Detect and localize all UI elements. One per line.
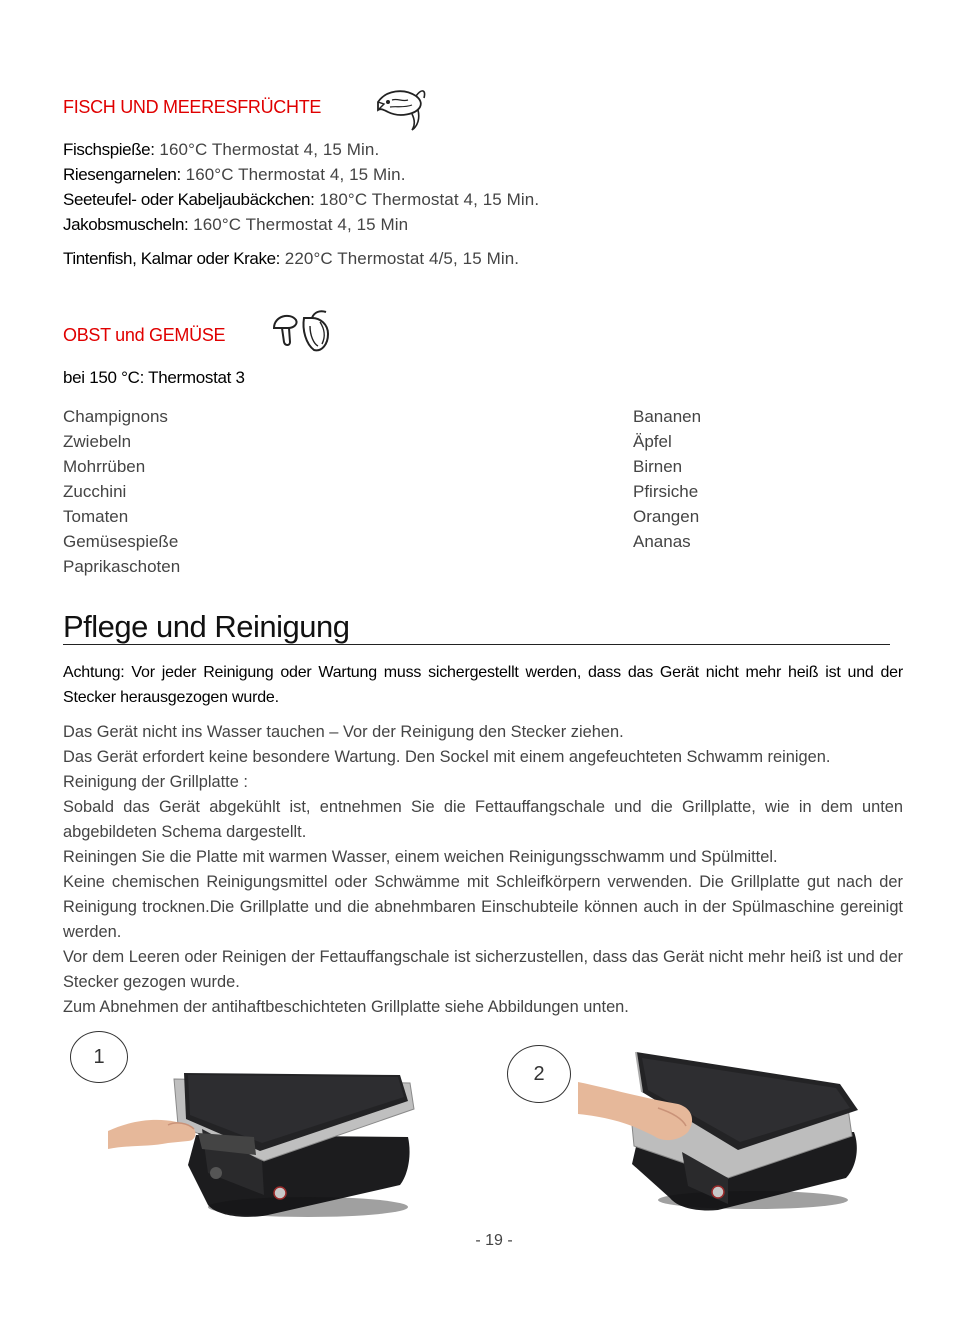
- list-item: Pfirsiche: [633, 482, 699, 501]
- list-item: Zucchini: [63, 482, 127, 501]
- list-item: Orangen: [633, 507, 700, 526]
- paragraph: Keine chemischen Reinigungsmittel oder Schwämme mit Schleifkörpern verwenden. Die Grillplatte gut nach der Reinigung trocknen.Die Grillplatte und die abnehmbaren Einschubteile können auch in der Spülmaschine gereinigt werden.: [63, 873, 903, 941]
- paragraph: Das Gerät erfordert keine besondere Wartung. Den Sockel mit einem angefeuchteten Schwamm reinigen.: [63, 748, 831, 766]
- fish-item: Fischspieße: 160°C Thermostat 4, 15 Min.: [63, 140, 380, 159]
- list-item: Zwiebeln: [63, 432, 132, 451]
- fish-item: Tintenfish, Kalmar oder Krake: 220°C Thermostat 4/5, 15 Min.: [63, 249, 520, 268]
- paragraph: Sobald das Gerät abgekühlt ist, entnehmen Sie die Fettauffangschale und die Grillplatte, wie in dem unten abgebildeten Schema dargestellt.: [63, 798, 903, 841]
- paragraph: Reinigung der Grillplatte :: [63, 773, 248, 791]
- fruit-list: [633, 404, 701, 554]
- list-item: Äpfel: [633, 432, 672, 451]
- fish-heading: FISCH UND MEERESFRÜCHTE: [63, 97, 322, 117]
- paragraph: Das Gerät nicht ins Wasser tauchen – Vor der Reinigung den Stecker ziehen.: [63, 723, 624, 741]
- section-title: Pflege und Reinigung: [63, 609, 350, 644]
- list-item: Champignons: [63, 407, 168, 426]
- grill-plate-removal-photo: [578, 1028, 860, 1213]
- vegetable-list: [63, 404, 180, 579]
- fish-item: Riesengarnelen: 160°C Thermostat 4, 15 Min.: [63, 165, 406, 184]
- step-number-1: 1: [70, 1031, 128, 1083]
- list-item: Bananen: [633, 407, 702, 426]
- warning-text: Achtung: Vor jeder Reinigung oder Wartung muss sichergestellt werden, dass das Gerät nicht mehr heiß ist und der Stecker herausgezogen wurde.: [63, 664, 903, 706]
- paragraph: Reiningen Sie die Platte mit warmen Wasser, einem weichen Reinigungsschwamm und Spülmittel.: [63, 848, 778, 866]
- care-body: [63, 720, 903, 1020]
- paragraph: Zum Abnehmen der antihaftbeschichteten Grillplatte siehe Abbildungen unten.: [63, 998, 629, 1016]
- fish-item: Seeteufel- oder Kabeljaubäckchen: 180°C Thermostat 4, 15 Min.: [63, 190, 540, 209]
- list-item: Mohrrüben: [63, 457, 146, 476]
- veg-heading: OBST und GEMÜSE: [63, 325, 226, 345]
- list-item: Tomaten: [63, 507, 129, 526]
- fish-icon: [374, 80, 428, 134]
- grill-drawer-removal-photo: [108, 1045, 418, 1223]
- fish-item: Jakobsmuscheln: 160°C Thermostat 4, 15 Min: [63, 215, 409, 234]
- list-item: Paprikaschoten: [63, 557, 181, 576]
- mushroom-pepper-icon: [268, 306, 340, 356]
- list-item: Birnen: [633, 457, 683, 476]
- fish-list: [63, 140, 539, 274]
- list-item: Gemüsespieße: [63, 532, 179, 551]
- step-number-2: 2: [507, 1045, 571, 1103]
- list-item: Ananas: [633, 532, 691, 551]
- title-underline: [63, 644, 890, 645]
- veg-subheading: bei 150 °C: Thermostat 3: [63, 368, 245, 387]
- paragraph: Vor dem Leeren oder Reinigen der Fettauffangschale ist sicherzustellen, dass das Gerät nicht mehr heiß ist und der Stecker gezogen wurde.: [63, 948, 903, 991]
- page-number: - 19 -: [475, 1232, 513, 1249]
